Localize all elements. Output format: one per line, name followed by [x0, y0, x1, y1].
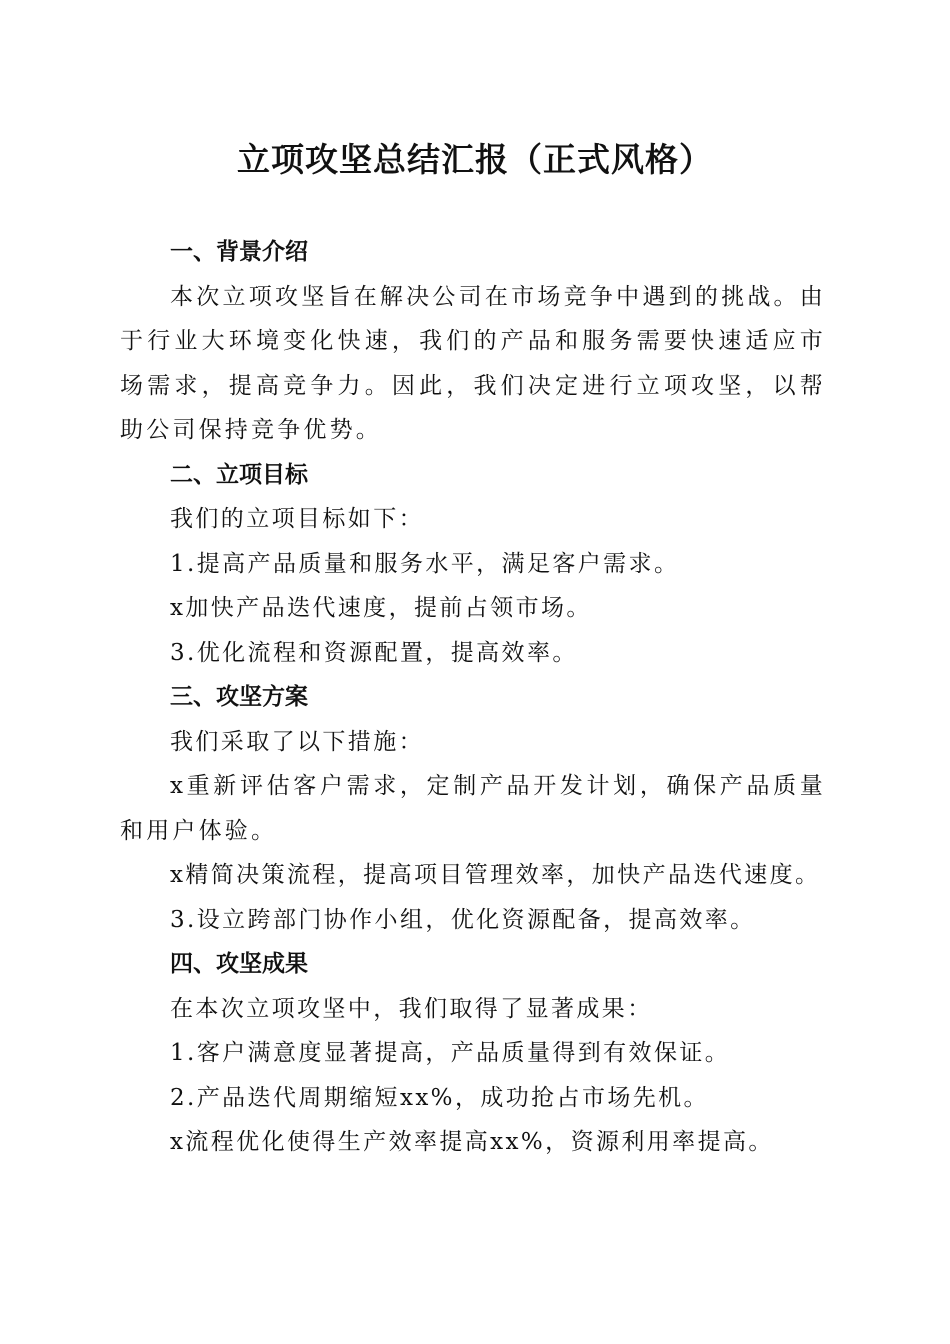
- list-item: 3.优化流程和资源配置，提高效率。: [170, 639, 578, 666]
- section-results: [120, 942, 826, 1165]
- paragraph: 我们的立项目标如下：: [170, 506, 424, 532]
- list-item: 3.设立跨部门协作小组，优化资源配备，提高效率。: [170, 906, 756, 933]
- section-goals: [120, 453, 826, 676]
- document-body: [120, 230, 826, 1165]
- list-item: 2.产品迭代周期缩短xx%，成功抢占市场先机。: [170, 1084, 709, 1111]
- section-heading: 一、背景介绍: [170, 239, 308, 265]
- list-item: x精简决策流程，提高项目管理效率，加快产品迭代速度。: [170, 862, 821, 888]
- section-heading: 三、攻坚方案: [170, 684, 308, 710]
- section-heading: 二、立项目标: [170, 461, 308, 488]
- section-background: [120, 230, 826, 453]
- paragraph: 在本次立项攻坚中，我们取得了显著成果：: [170, 995, 653, 1022]
- list-item: 1.提高产品质量和服务水平，满足客户需求。: [170, 550, 680, 577]
- section-heading: 四、攻坚成果: [170, 951, 308, 977]
- list-item: x重新评估客户需求，定制产品开发计划，确保产品质量和用户体验。: [120, 773, 826, 844]
- list-item: x加快产品迭代速度，提前占领市场。: [170, 595, 592, 621]
- paragraph: 我们采取了以下措施：: [170, 728, 424, 755]
- paragraph: 本次立项攻坚旨在解决公司在市场竞争中遇到的挑战。由于行业大环境变化快速，我们的产品和服务需要快速适应市场需求，提高竞争力。因此，我们决定进行立项攻坚，以帮助公司保持竞争优势。: [120, 283, 826, 443]
- list-item: 1.客户满意度显著提高，产品质量得到有效保证。: [170, 1040, 731, 1066]
- document-title: 立项攻坚总结汇报（正式风格）: [237, 140, 713, 179]
- list-item: x流程优化使得生产效率提高xx%，资源利用率提高。: [170, 1129, 774, 1155]
- section-plan: [120, 675, 826, 942]
